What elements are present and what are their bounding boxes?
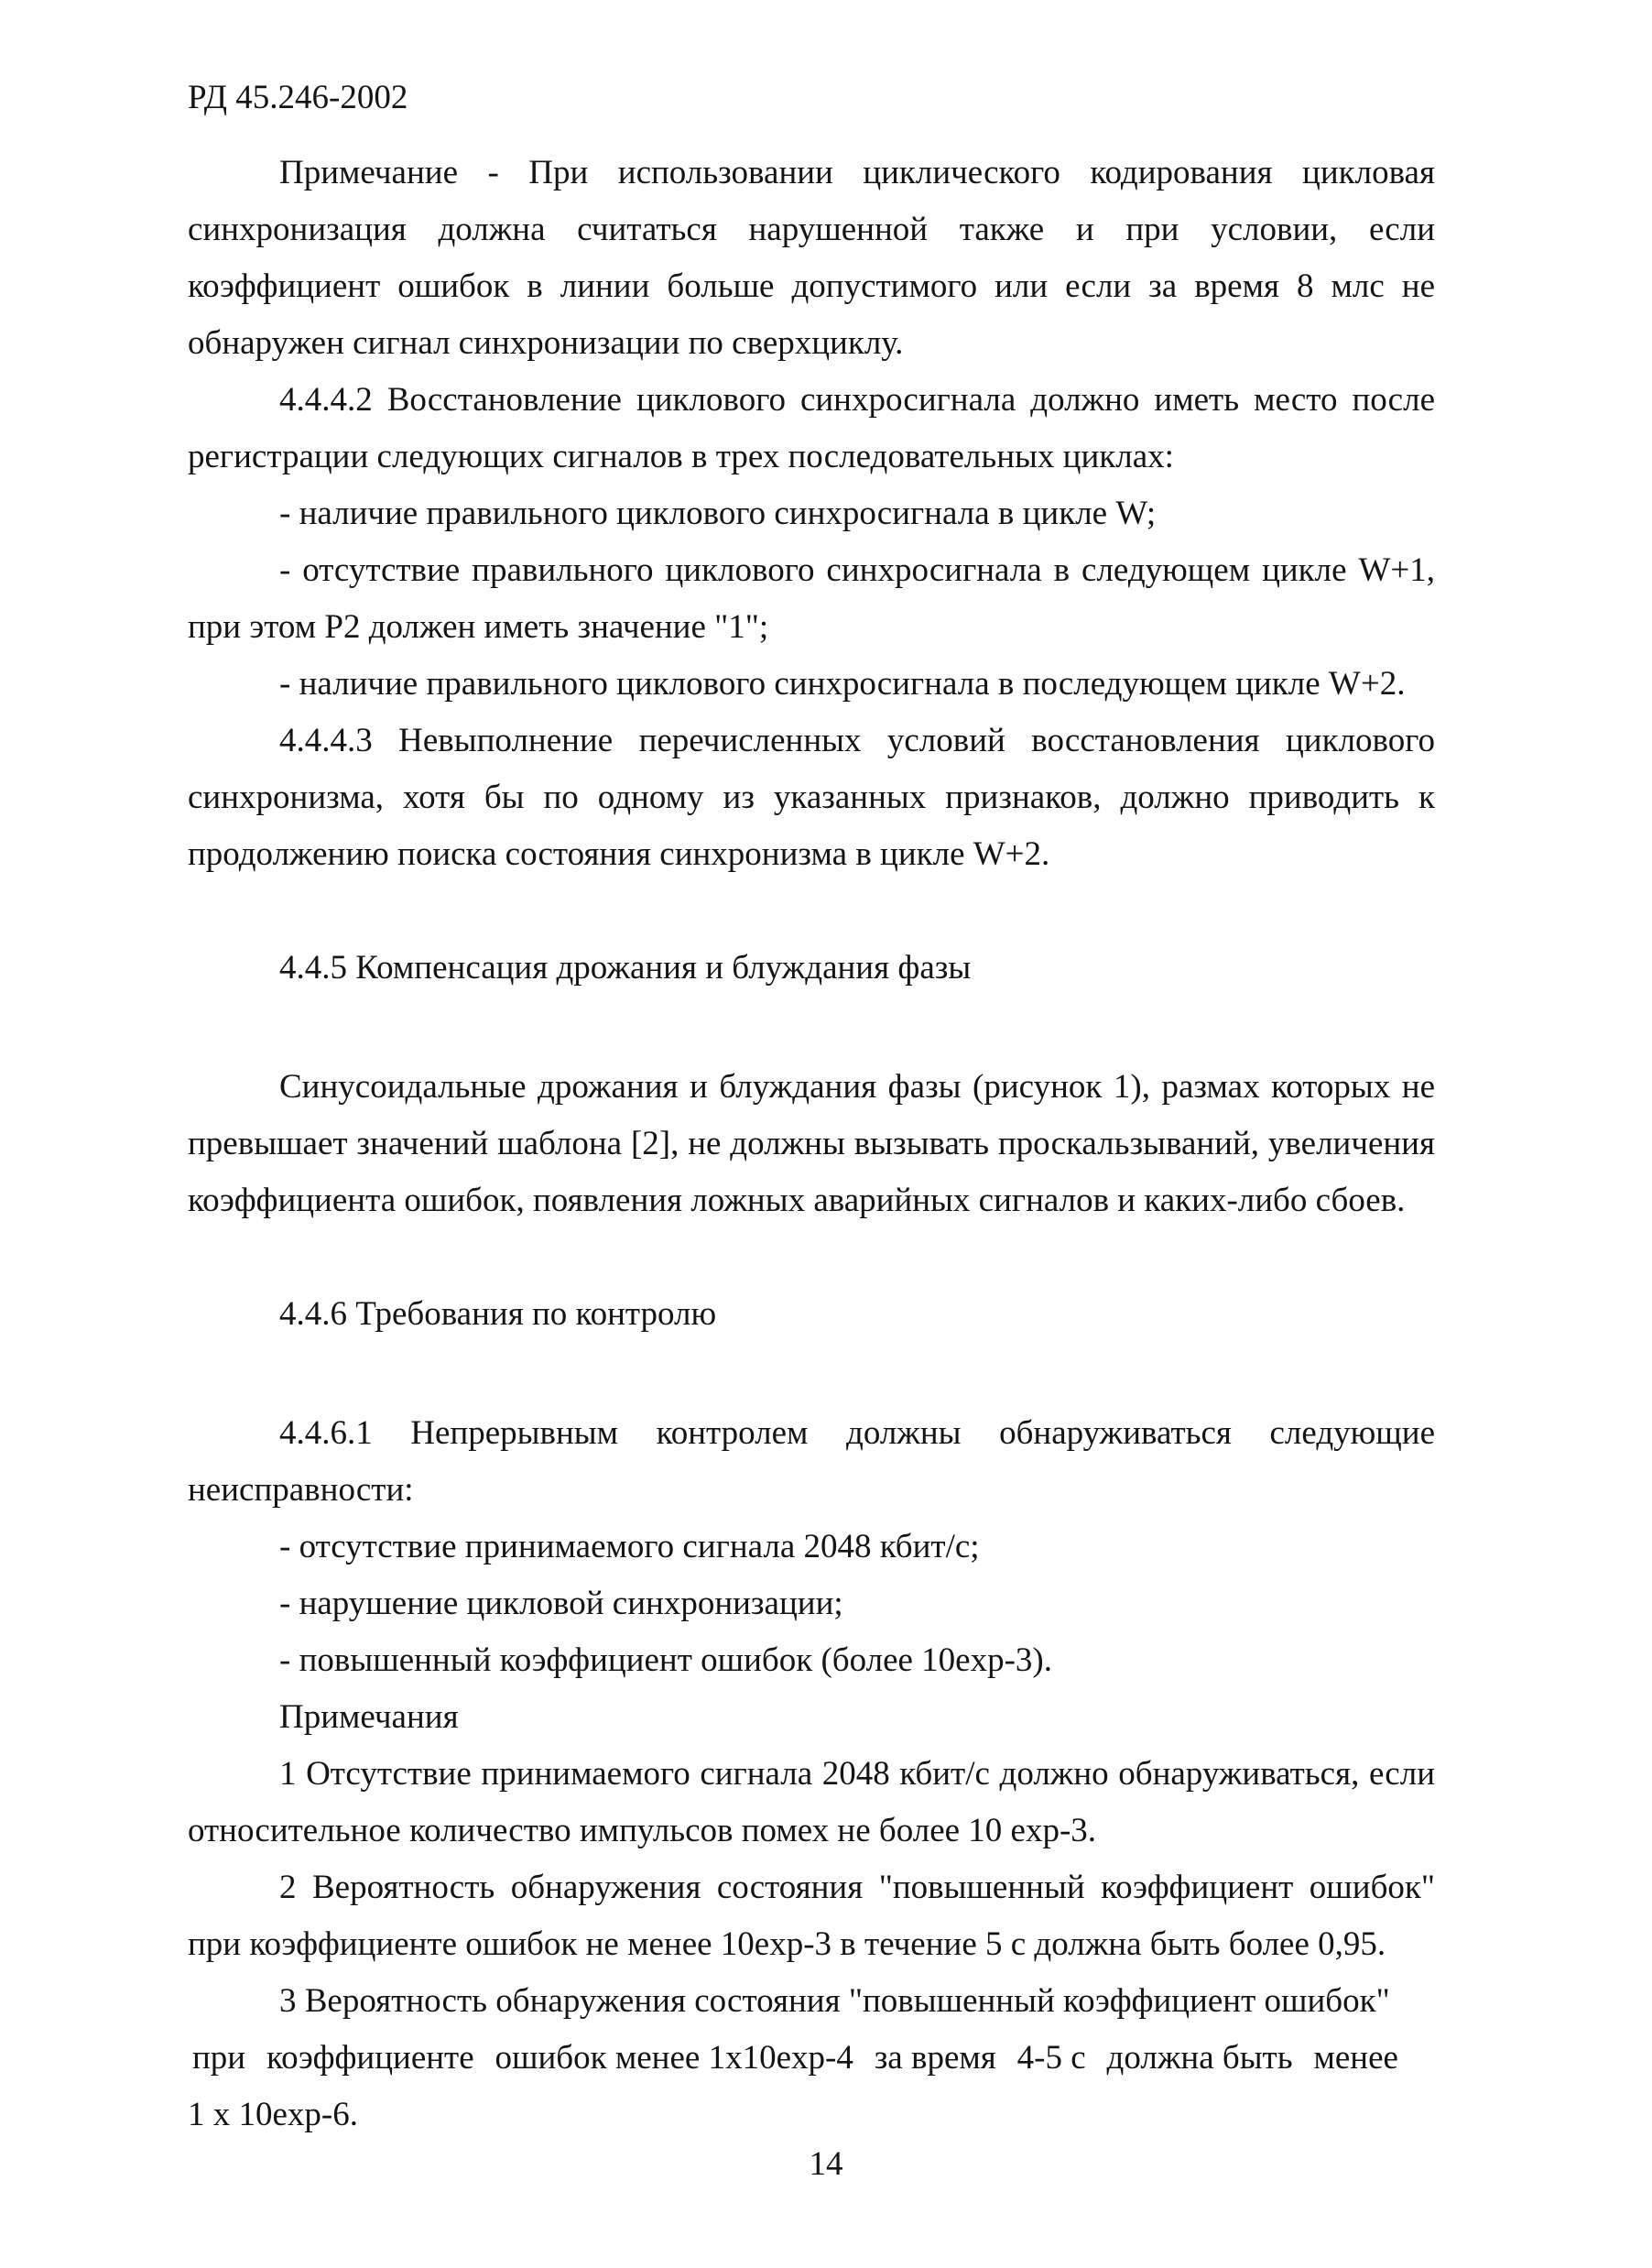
page-body (188, 145, 1435, 2143)
note-3-word: ошибок менее 1x10exp-4 (495, 2039, 853, 2077)
note-3-line-2 (188, 2030, 1435, 2087)
list-item: - наличие правильного циклового синхросигнала в последующем цикле W+2. (279, 665, 1406, 703)
note-3 (188, 1973, 1435, 2143)
note-sync-paragraph: Примечание - При использовании циклического кодирования цикловая синхронизация должна считаться нарушенной также и при условии, если коэффициент ошибок в линии больше допустимого или если за время 8 млс не обнаружен сигнал синхронизации по сверхциклу. (188, 154, 1435, 362)
note-3-line-3: 1 x 10exp-6. (188, 2096, 358, 2133)
list-item: - отсутствие принимаемого сигнала 2048 кбит/с; (279, 1528, 980, 1565)
paragraph-4-4-4-2: 4.4.4.2 Восстановление циклового синхросигнала должно иметь место после регистрации следующих сигналов в трех последовательных циклах: (188, 381, 1435, 475)
note-1: 1 Отсутствие принимаемого сигнала 2048 кбит/с должно обнаруживаться, если относительное количество импульсов помех не более 10 exp-3. (188, 1755, 1435, 1849)
note-3-word: при (192, 2039, 246, 2077)
list-item: - наличие правильного циклового синхросигнала в цикле W; (279, 495, 1157, 532)
section-heading-4-4-6: 4.4.6 Требования по контролю (279, 1295, 717, 1333)
list-item: - повышенный коэффициент ошибок (более 10exp-3). (279, 1641, 1052, 1679)
paragraph-4-4-5: Синусоидальные дрожания и блуждания фазы (рисунок 1), размах которых не превышает значений шаблона [2], не должны вызывать проскальзываний, увеличения коэффициента ошибок, появления ложных аварийных сигналов и каких-либо сбоев. (188, 1068, 1435, 1219)
paragraph-4-4-6-1: 4.4.6.1 Непрерывным контролем должны обнаруживаться следующие неисправности: (188, 1414, 1435, 1509)
note-3-word: должна быть (1106, 2039, 1293, 2077)
list-item: - нарушение цикловой синхронизации; (279, 1585, 843, 1622)
note-3-word: за время (874, 2039, 996, 2077)
page-number: 14 (809, 2145, 843, 2183)
note-2: 2 Вероятность обнаружения состояния "повышенный коэффициент ошибок" при коэффициенте ошибок не менее 10exp-3 в течение 5 с должна быть более 0,95. (188, 1869, 1435, 1963)
note-3-word: коэффициенте (266, 2039, 474, 2077)
document-id: РД 45.246-2002 (188, 79, 408, 116)
note-3-line-1: 3 Вероятность обнаружения состояния "повышенный коэффициент ошибок" (279, 1982, 1390, 2020)
notes-heading: Примечания (279, 1698, 459, 1736)
paragraph-4-4-4-3: 4.4.4.3 Невыполнение перечисленных условий восстановления циклового синхронизма, хотя бы по одному из указанных признаков, должно приводить к продолжению поиска состояния синхронизма в цикле W+2. (188, 722, 1435, 873)
note-3-word: менее (1313, 2039, 1398, 2077)
section-heading-4-4-5: 4.4.5 Компенсация дрожания и блуждания фазы (279, 949, 972, 987)
note-3-word: 4-5 с (1016, 2039, 1086, 2077)
list-item: - отсутствие правильного циклового синхросигнала в следующем цикле W+1, при этом Р2 должен иметь значение "1"; (188, 551, 1435, 646)
